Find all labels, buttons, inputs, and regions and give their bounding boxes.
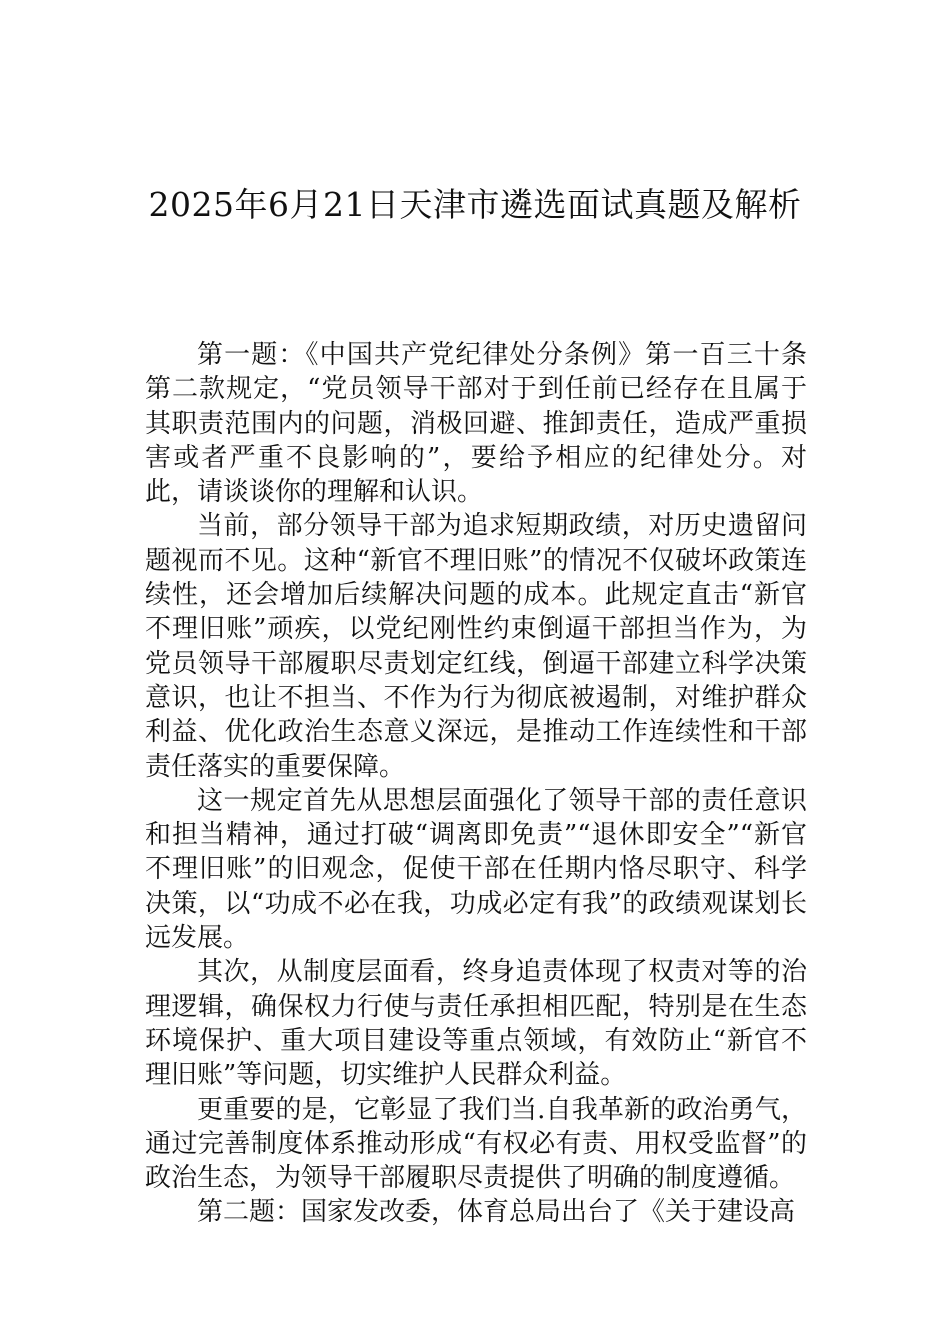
paragraph-answer-intro: 当前，部分领导干部为追求短期政绩，对历史遗留问题视而不见。这种“新官不理旧账”的情况不仅破坏政策连续性，还会增加后续解决问题的成本。此规定直击“新官不理旧账”顽疾，以党纪刚性约束倒逼干部担当作为，为党员领导干部履职尽责划定红线，倒逼干部建立科学决策意识，也让不担当、不作为行为彻底被遏制，对维护群众利益、优化政治生态意义深远，是推动工作连续性和干部责任落实的重要保障。: [145, 511, 807, 782]
paragraph-answer-second: 其次，从制度层面看，终身追责体现了权责对等的治理逻辑，确保权力行使与责任承担相匹配，特别是在生态环境保护、重大项目建设等重点领域，有效防止“新官不理旧账”等问题，切实维护人民群众利益。: [145, 957, 807, 1091]
paragraph-answer-third: 更重要的是，它彰显了我们当.自我革新的政治勇气，通过完善制度体系推动形成“有权必有责、用权受监督”的政治生态，为领导干部履职尽责提供了明确的制度遵循。: [145, 1094, 807, 1194]
paragraph-question-1: 第一题：《中国共产党纪律处分条例》第一百三十条第二款规定，“党员领导干部对于到任前已经存在且属于其职责范围内的问题，消极回避、推卸责任，造成严重损害或者严重不良影响的”，要给予相应的纪律处分。对此，请谈谈你的理解和认识。: [145, 340, 807, 508]
paragraph-answer-first: 这一规定首先从思想层面强化了领导干部的责任意识和担当精神，通过打破“调离即免责”“退休即安全”“新官不理旧账”的旧观念，促使干部在任期内恪尽职守、科学决策，以“功成不必在我，功成必定有我”的政绩观谋划长远发展。: [145, 785, 807, 954]
document-title: 2025年6月21日天津市遴选面试真题及解析: [148, 185, 802, 224]
document-body: [145, 338, 807, 1230]
paragraph-question-2: 第二题：国家发改委，体育总局出台了《关于建设高: [197, 1197, 796, 1228]
